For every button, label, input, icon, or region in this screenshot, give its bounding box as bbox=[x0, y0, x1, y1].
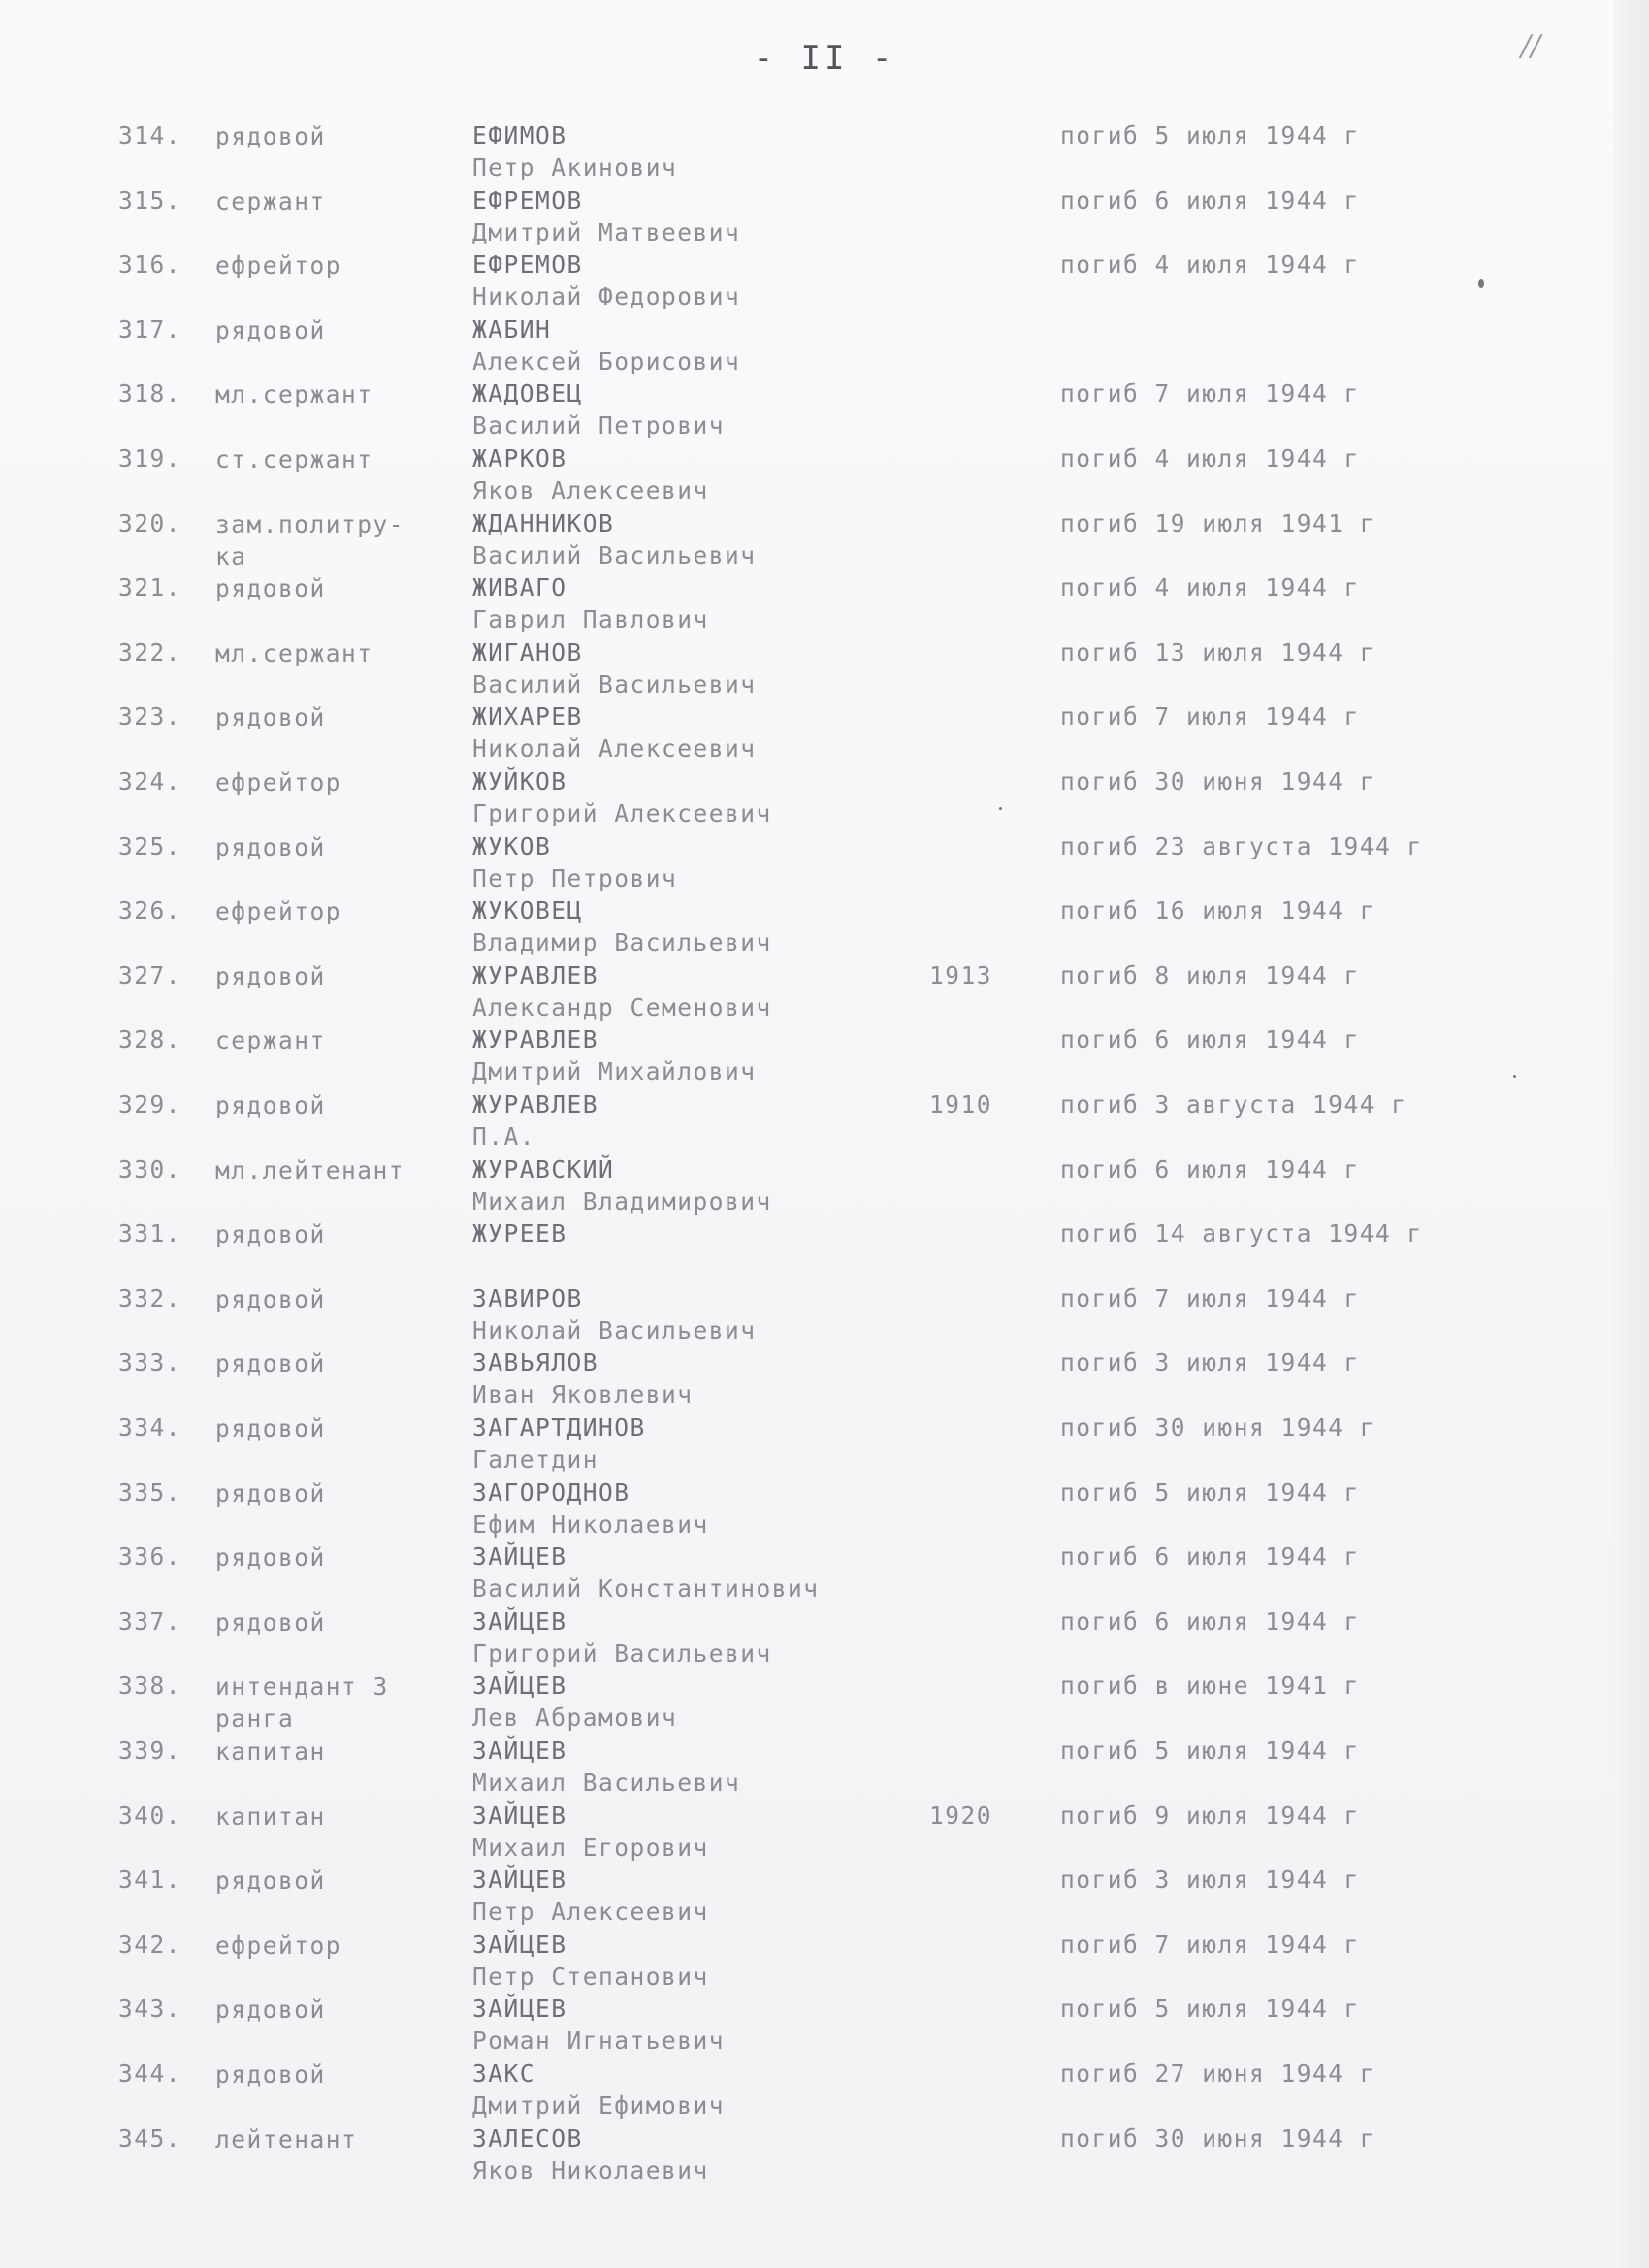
entry-death-note: погиб 3 июля 1944 г bbox=[1060, 1865, 1360, 1894]
entry-birth-year: 1913 bbox=[929, 961, 993, 989]
entry-surname: ЖУКОВ bbox=[472, 832, 552, 860]
roster-entry bbox=[0, 831, 1591, 895]
entry-rank: зам.политру- ка bbox=[215, 510, 405, 570]
roster-entry bbox=[0, 637, 1591, 701]
roster-entry bbox=[0, 1864, 1591, 1928]
entry-number: 337. bbox=[118, 1607, 182, 1636]
entry-rank: рядовой bbox=[215, 1866, 326, 1895]
entry-number: 343. bbox=[118, 1994, 182, 2023]
entry-rank: рядовой bbox=[215, 1285, 326, 1313]
entry-surname: ЗАЙЦЕВ bbox=[472, 1542, 567, 1571]
roster-entry bbox=[0, 185, 1591, 249]
entry-number: 326. bbox=[118, 896, 182, 924]
entry-death-note: погиб 3 августа 1944 г bbox=[1060, 1090, 1407, 1118]
entry-given-names: Василий Константинович bbox=[472, 1574, 820, 1603]
entry-number: 330. bbox=[118, 1155, 182, 1183]
entry-given-names: Николай Васильевич bbox=[472, 1316, 757, 1345]
entry-number: 316. bbox=[118, 250, 182, 278]
entry-number: 345. bbox=[118, 2124, 182, 2153]
entry-rank: ст.сержант bbox=[215, 445, 373, 473]
entry-rank: рядовой bbox=[215, 1543, 326, 1571]
entry-given-names: Петр Степанович bbox=[472, 1962, 709, 1991]
entry-rank: рядовой bbox=[215, 574, 326, 602]
roster-entry bbox=[0, 508, 1591, 572]
entry-death-note: погиб 7 июля 1944 г bbox=[1060, 702, 1360, 730]
entry-surname: ЗАЙЦЕВ bbox=[472, 1930, 567, 1959]
entry-given-names: Галетдин bbox=[472, 1445, 599, 1474]
corner-pencil-mark: // bbox=[1521, 29, 1541, 63]
entry-number: 318. bbox=[118, 379, 182, 407]
entry-death-note: погиб 27 июня 1944 г bbox=[1060, 2059, 1376, 2088]
entry-rank: рядовой bbox=[215, 833, 326, 861]
entry-given-names: Иван Яковлевич bbox=[472, 1380, 694, 1409]
entry-death-note: погиб 19 июля 1941 г bbox=[1060, 509, 1376, 537]
roster-entry bbox=[0, 701, 1591, 765]
entry-number: 325. bbox=[118, 832, 182, 860]
roster-entry bbox=[0, 1218, 1591, 1282]
entry-rank: рядовой bbox=[215, 1995, 326, 2024]
entry-rank: рядовой bbox=[215, 1608, 326, 1636]
entry-death-note: погиб 9 июля 1944 г bbox=[1060, 1801, 1360, 1830]
entry-given-names: Василий Петрович bbox=[472, 411, 726, 439]
entry-rank: рядовой bbox=[215, 1091, 326, 1119]
entry-rank: интендант 3 ранга bbox=[215, 1672, 389, 1733]
entry-death-note: погиб 14 августа 1944 г bbox=[1060, 1219, 1423, 1247]
entry-number: 331. bbox=[118, 1219, 182, 1247]
roster-entry bbox=[0, 314, 1591, 378]
entry-surname: ЗАЙЦЕВ bbox=[472, 1607, 567, 1636]
entry-surname: ЗАГОРОДНОВ bbox=[472, 1478, 630, 1507]
roster-entry bbox=[0, 249, 1591, 313]
entry-surname: ЕФИМОВ bbox=[472, 121, 567, 149]
entry-surname: ЗАЙЦЕВ bbox=[472, 1801, 567, 1830]
entry-rank: капитан bbox=[215, 1802, 326, 1831]
entry-death-note: погиб 30 июня 1944 г bbox=[1060, 1413, 1376, 1442]
entry-given-names: Василий Васильевич bbox=[472, 541, 757, 569]
entry-number: 341. bbox=[118, 1865, 182, 1894]
entry-given-names: Яков Алексеевич bbox=[472, 476, 709, 504]
entry-given-names: Ефим Николаевич bbox=[472, 1510, 709, 1539]
entry-given-names: Николай Алексеевич bbox=[472, 734, 757, 762]
entry-surname: ЖИВАГО bbox=[472, 573, 567, 601]
entry-death-note: погиб 4 июля 1944 г bbox=[1060, 250, 1360, 278]
entry-surname: ЖАБИН bbox=[472, 315, 552, 343]
page-edge-shadow bbox=[1614, 0, 1649, 2268]
entry-surname: ЗАКС bbox=[472, 2059, 536, 2088]
entry-number: 320. bbox=[118, 509, 182, 537]
ink-speck bbox=[1513, 1075, 1516, 1078]
entry-given-names: Михаил Егорович bbox=[472, 1833, 709, 1862]
entry-given-names: Яков Николаевич bbox=[472, 2156, 709, 2185]
roster-entry bbox=[0, 1541, 1591, 1605]
roster-entry bbox=[0, 1800, 1591, 1864]
entry-given-names: Алексей Борисович bbox=[472, 347, 741, 375]
entry-rank: рядовой bbox=[215, 2060, 326, 2089]
entry-surname: ЕФРЕМОВ bbox=[472, 250, 583, 278]
entry-number: 317. bbox=[118, 315, 182, 343]
entry-rank: лейтенант bbox=[215, 2125, 358, 2154]
entry-rank: мл.лейтенант bbox=[215, 1156, 405, 1184]
entry-number: 323. bbox=[118, 702, 182, 730]
entry-surname: ЖУРАВЛЕВ bbox=[472, 1025, 599, 1053]
entry-given-names: Петр Акинович bbox=[472, 153, 678, 181]
entry-death-note: погиб 30 июня 1944 г bbox=[1060, 767, 1376, 795]
entry-surname: ЕФРЕМОВ bbox=[472, 186, 583, 214]
entry-death-note: погиб 6 июля 1944 г bbox=[1060, 1607, 1360, 1636]
entry-given-names: Василий Васильевич bbox=[472, 670, 757, 698]
entry-given-names: Дмитрий Матвеевич bbox=[472, 218, 741, 246]
entry-rank: рядовой bbox=[215, 316, 326, 344]
roster-entry bbox=[0, 1089, 1591, 1153]
roster-entry bbox=[0, 1606, 1591, 1670]
entry-rank: рядовой bbox=[215, 122, 326, 150]
entry-surname: ЖУЙКОВ bbox=[472, 767, 567, 795]
entry-given-names: Роман Игнатьевич bbox=[472, 2026, 726, 2055]
entry-surname: ЗАВИРОВ bbox=[472, 1284, 583, 1312]
roster-entry bbox=[0, 766, 1591, 830]
entry-given-names: Григорий Васильевич bbox=[472, 1639, 772, 1668]
entry-number: 335. bbox=[118, 1478, 182, 1507]
entry-death-note: погиб 7 июля 1944 г bbox=[1060, 379, 1360, 407]
entry-number: 339. bbox=[118, 1736, 182, 1765]
entry-number: 342. bbox=[118, 1930, 182, 1959]
entry-surname: ЖАРКОВ bbox=[472, 444, 567, 472]
entry-rank: ефрейтор bbox=[215, 768, 342, 796]
entry-rank: ефрейтор bbox=[215, 1931, 342, 1960]
entry-rank: мл.сержант bbox=[215, 639, 373, 667]
entry-given-names: Михаил Васильевич bbox=[472, 1768, 741, 1797]
entry-rank: сержант bbox=[215, 1026, 326, 1054]
entry-surname: ЗАГАРТДИНОВ bbox=[472, 1413, 646, 1442]
entry-rank: рядовой bbox=[215, 703, 326, 731]
roster-entry bbox=[0, 1347, 1591, 1411]
entry-death-note: погиб 5 июля 1944 г bbox=[1060, 121, 1360, 149]
roster-entry bbox=[0, 120, 1591, 184]
entry-surname: ЗАЛЕСОВ bbox=[472, 2124, 583, 2153]
entry-given-names: Дмитрий Михайлович bbox=[472, 1057, 757, 1085]
entry-number: 334. bbox=[118, 1413, 182, 1442]
roster-entry bbox=[0, 443, 1591, 507]
entry-surname: ЗАЙЦЕВ bbox=[472, 1671, 567, 1700]
entry-surname: ЖУРАВЛЕВ bbox=[472, 1090, 599, 1118]
roster-entry bbox=[0, 1670, 1591, 1734]
entry-number: 327. bbox=[118, 961, 182, 989]
entry-rank: рядовой bbox=[215, 1414, 326, 1442]
roster-entry bbox=[0, 895, 1591, 959]
roster-entry bbox=[0, 378, 1591, 442]
entry-number: 314. bbox=[118, 121, 182, 149]
entry-death-note: погиб 5 июля 1944 г bbox=[1060, 1736, 1360, 1765]
entry-birth-year: 1920 bbox=[929, 1801, 993, 1830]
entry-death-note: погиб 3 июля 1944 г bbox=[1060, 1348, 1360, 1377]
entry-death-note: погиб 30 июня 1944 г bbox=[1060, 2124, 1376, 2153]
entry-rank: рядовой bbox=[215, 1479, 326, 1507]
entry-number: 344. bbox=[118, 2059, 182, 2088]
entry-surname: ЗАЙЦЕВ bbox=[472, 1736, 567, 1765]
entry-death-note: погиб 6 июля 1944 г bbox=[1060, 1542, 1360, 1571]
roster-entry bbox=[0, 2058, 1591, 2122]
entry-death-note: погиб 4 июля 1944 г bbox=[1060, 444, 1360, 472]
entry-death-note: погиб 13 июля 1944 г bbox=[1060, 638, 1376, 666]
entry-death-note: погиб 5 июля 1944 г bbox=[1060, 1478, 1360, 1507]
entry-rank: сержант bbox=[215, 187, 326, 215]
ink-speck bbox=[1478, 279, 1484, 288]
entry-number: 332. bbox=[118, 1284, 182, 1312]
entry-rank: мл.сержант bbox=[215, 380, 373, 408]
entry-number: 322. bbox=[118, 638, 182, 666]
entry-death-note: погиб 4 июля 1944 г bbox=[1060, 573, 1360, 601]
entry-number: 336. bbox=[118, 1542, 182, 1571]
entry-death-note: погиб 6 июля 1944 г bbox=[1060, 186, 1360, 214]
roster-entry bbox=[0, 1735, 1591, 1799]
roster-entry bbox=[0, 1929, 1591, 1993]
entry-surname: ЗАЙЦЕВ bbox=[472, 1865, 567, 1894]
entry-number: 319. bbox=[118, 444, 182, 472]
entry-rank: ефрейтор bbox=[215, 897, 342, 925]
entry-number: 329. bbox=[118, 1090, 182, 1118]
entry-death-note: погиб 6 июля 1944 г bbox=[1060, 1025, 1360, 1053]
entry-number: 333. bbox=[118, 1348, 182, 1377]
entry-death-note: погиб 16 июля 1944 г bbox=[1060, 896, 1376, 924]
entry-surname: ЖДАННИКОВ bbox=[472, 509, 615, 537]
roster-entry bbox=[0, 1154, 1591, 1218]
entry-rank: ефрейтор bbox=[215, 251, 342, 279]
entry-given-names: Григорий Алексеевич bbox=[472, 799, 772, 827]
entry-given-names: Петр Петрович bbox=[472, 864, 678, 892]
entry-given-names: Гаврил Павлович bbox=[472, 605, 709, 633]
entry-death-note: погиб 7 июля 1944 г bbox=[1060, 1930, 1360, 1959]
entry-given-names: П.А. bbox=[472, 1122, 536, 1150]
ink-speck bbox=[999, 807, 1002, 810]
roster-entry bbox=[0, 572, 1591, 636]
entry-death-note: погиб 23 августа 1944 г bbox=[1060, 832, 1423, 860]
entry-number: 324. bbox=[118, 767, 182, 795]
roster-entry bbox=[0, 960, 1591, 1024]
page-number: - II - bbox=[753, 39, 896, 78]
roster-entry bbox=[0, 1477, 1591, 1541]
entry-number: 328. bbox=[118, 1025, 182, 1053]
entry-given-names: Петр Алексеевич bbox=[472, 1897, 709, 1926]
entry-rank: рядовой bbox=[215, 1349, 326, 1377]
entry-death-note: погиб 8 июля 1944 г bbox=[1060, 961, 1360, 989]
entry-death-note: погиб 5 июля 1944 г bbox=[1060, 1994, 1360, 2023]
entry-surname: ЗАВЬЯЛОВ bbox=[472, 1348, 599, 1377]
roster-entry bbox=[0, 1283, 1591, 1347]
roster-entry bbox=[0, 1993, 1591, 2057]
entry-given-names: Александр Семенович bbox=[472, 993, 772, 1021]
entry-given-names: Лев Абрамович bbox=[472, 1703, 678, 1732]
entry-surname: ЖИГАНОВ bbox=[472, 638, 583, 666]
entry-number: 315. bbox=[118, 186, 182, 214]
entry-rank: капитан bbox=[215, 1737, 326, 1766]
entry-surname: ЗАЙЦЕВ bbox=[472, 1994, 567, 2023]
entry-rank: рядовой bbox=[215, 1220, 326, 1248]
entry-surname: ЖУРАВСКИЙ bbox=[472, 1155, 615, 1183]
entry-given-names: Владимир Васильевич bbox=[472, 928, 772, 956]
entry-surname: ЖИХАРЕВ bbox=[472, 702, 583, 730]
entry-given-names: Михаил Владимирович bbox=[472, 1187, 772, 1215]
entry-number: 340. bbox=[118, 1801, 182, 1830]
entry-given-names: Николай Федорович bbox=[472, 282, 741, 310]
entry-rank: рядовой bbox=[215, 962, 326, 990]
entry-number: 321. bbox=[118, 573, 182, 601]
entry-surname: ЖУРАВЛЕВ bbox=[472, 961, 599, 989]
entry-given-names: Дмитрий Ефимович bbox=[472, 2091, 726, 2120]
roster-entry bbox=[0, 1412, 1591, 1476]
entry-number: 338. bbox=[118, 1671, 182, 1700]
entry-death-note: погиб 6 июля 1944 г bbox=[1060, 1155, 1360, 1183]
entry-death-note: погиб в июне 1941 г bbox=[1060, 1671, 1360, 1700]
roster-entry bbox=[0, 1024, 1591, 1088]
entry-birth-year: 1910 bbox=[929, 1090, 993, 1118]
entry-death-note: погиб 7 июля 1944 г bbox=[1060, 1284, 1360, 1312]
entry-surname: ЖАДОВЕЦ bbox=[472, 379, 583, 407]
roster-entry bbox=[0, 2123, 1591, 2187]
entry-surname: ЖУРЕЕВ bbox=[472, 1219, 567, 1247]
entry-surname: ЖУКОВЕЦ bbox=[472, 896, 583, 924]
